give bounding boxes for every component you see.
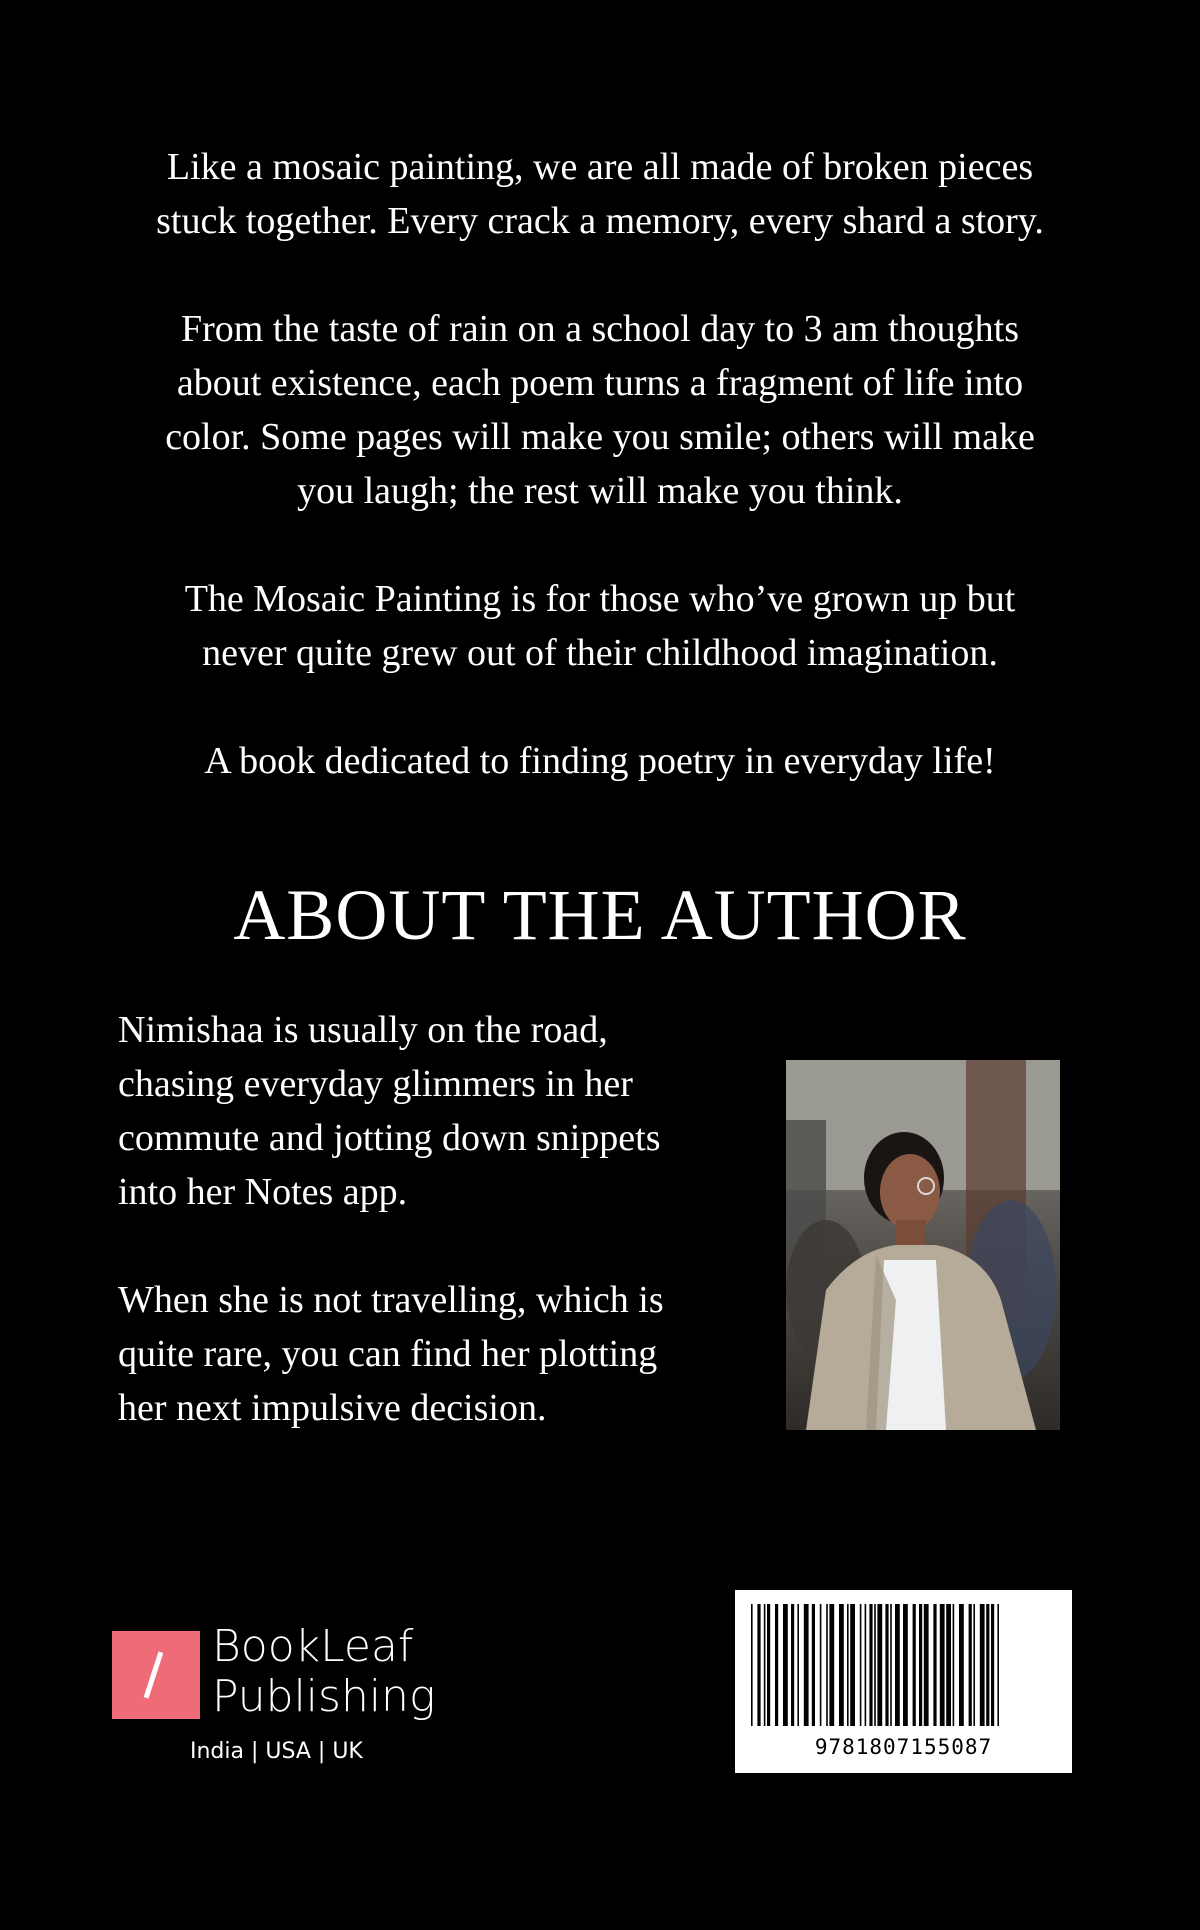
- barcode-bar: [885, 1604, 888, 1726]
- barcode-bar: [812, 1604, 815, 1726]
- blurb-paragraph-2: [100, 302, 1100, 518]
- bio-line: her next impulsive decision.: [118, 1387, 547, 1429]
- bio-paragraph-2: [118, 1273, 738, 1435]
- publisher-logo: [112, 1621, 472, 1770]
- blurb-paragraph-1: [100, 140, 1100, 248]
- barcode-bar: [850, 1604, 855, 1726]
- barcode-bar: [877, 1604, 882, 1726]
- bio-line: Nimishaa is usually on the road,: [118, 1009, 608, 1051]
- barcode-bar: [860, 1604, 862, 1726]
- blurb-line: From the taste of rain on a school day to 3 am thoughts: [181, 308, 1019, 350]
- blurb-line: A book dedicated to finding poetry in everyday life!: [204, 740, 996, 782]
- author-photo: [786, 1060, 1060, 1430]
- barcode-bar: [924, 1604, 929, 1726]
- barcode-bar: [829, 1604, 834, 1726]
- barcode-bar: [767, 1604, 770, 1726]
- bio-paragraph-1: [118, 1003, 738, 1219]
- blurb-line: never quite grew out of their childhood imagination.: [202, 632, 998, 674]
- barcode-bar: [764, 1604, 766, 1726]
- barcode-bar: [959, 1604, 964, 1726]
- barcode-bar: [946, 1604, 951, 1726]
- barcode-bars: [749, 1604, 1058, 1726]
- barcode-bar: [775, 1604, 778, 1726]
- barcode-bar: [839, 1604, 844, 1726]
- barcode-bar: [890, 1604, 892, 1726]
- bio-line: into her Notes app.: [118, 1171, 408, 1213]
- barcode-bar: [847, 1604, 849, 1726]
- barcode-bar: [865, 1604, 867, 1726]
- barcode-bar: [991, 1604, 994, 1726]
- barcode-bar: [913, 1604, 916, 1726]
- isbn-number: 9781807155087: [814, 1735, 993, 1759]
- back-cover-blurb: [100, 140, 1100, 842]
- barcode-bar: [791, 1604, 794, 1726]
- publisher-logo-mark: [112, 1631, 200, 1719]
- barcode-bar: [804, 1604, 809, 1726]
- blurb-paragraph-4: [100, 734, 1100, 788]
- blurb-line: The Mosaic Painting is for those who’ve grown up but: [184, 578, 1016, 620]
- barcode-bar: [973, 1604, 975, 1726]
- author-portrait-illustration: [786, 1060, 1060, 1430]
- blurb-line: you laugh; the rest will make you think.: [297, 470, 903, 512]
- bio-line: chasing everyday glimmers in her: [118, 1063, 633, 1105]
- blurb-paragraph-3: [100, 572, 1100, 680]
- blurb-line: Like a mosaic painting, we are all made of broken pieces: [166, 146, 1034, 188]
- author-bio: [118, 1003, 738, 1489]
- publisher-name-line-1: BookLeaf: [212, 1621, 414, 1672]
- bio-line: commute and jotting down snippets: [118, 1117, 661, 1159]
- barcode-bar: [826, 1604, 828, 1726]
- barcode-bar: [969, 1604, 972, 1726]
- bio-line: When she is not travelling, which is: [118, 1279, 664, 1321]
- barcode-bar: [783, 1604, 788, 1726]
- bio-line: quite rare, you can find her plotting: [118, 1333, 658, 1375]
- blurb-line: stuck together. Every crack a memory, every shard a story.: [156, 200, 1044, 242]
- barcode-bar: [869, 1604, 872, 1726]
- barcode-bar: [820, 1604, 822, 1726]
- barcode-bar: [757, 1604, 760, 1726]
- publisher-name: [212, 1622, 435, 1722]
- barcode-bar: [980, 1604, 985, 1726]
- publisher-name-line-2: Publishing: [212, 1671, 436, 1722]
- barcode-bar: [997, 1604, 999, 1726]
- slash-icon: [144, 1651, 164, 1698]
- publisher-regions: India | USA | UK: [190, 1739, 363, 1764]
- barcode-bar: [986, 1604, 989, 1726]
- barcode-bar: [797, 1604, 799, 1726]
- barcode-bar: [895, 1604, 900, 1726]
- barcode-bar: [953, 1604, 955, 1726]
- barcode-bar: [933, 1604, 936, 1726]
- barcode-bar: [940, 1604, 945, 1726]
- isbn-barcode: [735, 1590, 1072, 1773]
- barcode-bar: [874, 1604, 876, 1726]
- barcode-bar: [751, 1604, 753, 1726]
- barcode-bar: [919, 1604, 922, 1726]
- blurb-line: color. Some pages will make you smile; others will make: [165, 416, 1035, 458]
- barcode-bar: [903, 1604, 908, 1726]
- about-author-heading: ABOUT THE AUTHOR: [233, 875, 967, 955]
- blurb-line: about existence, each poem turns a fragment of life into: [176, 362, 1024, 404]
